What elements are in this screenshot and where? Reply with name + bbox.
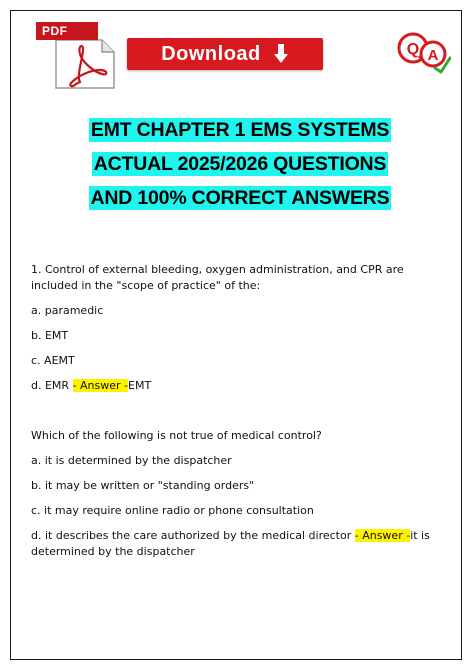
logo-q: Q: [406, 41, 420, 58]
answer-text: EMT: [128, 379, 152, 392]
question-text: [31, 262, 441, 294]
title-line-3: AND 100% CORRECT ANSWERS: [90, 187, 390, 209]
pdf-document-icon: [50, 36, 120, 90]
download-arrow-icon: [273, 43, 289, 65]
answer-continuation: determined by the dispatcher: [31, 545, 195, 558]
answer-option: c. AEMT: [31, 354, 75, 367]
title-line-1: EMT CHAPTER 1 EMS SYSTEMS: [90, 119, 390, 141]
option-prefix: d. it describes the care authorized by the medical director: [31, 529, 355, 542]
pdf-badge[interactable]: [36, 22, 122, 72]
answer-option: c. it may require online radio or phone consultation: [31, 504, 314, 517]
answer-option: b. it may be written or "standing orders": [31, 479, 255, 492]
question-line: 1. Control of external bleeding, oxygen administration, and CPR are: [31, 263, 404, 276]
question-text: Which of the following is not true of medical control?: [31, 429, 322, 442]
qa-logo-icon: [395, 28, 451, 74]
answer-marker: - Answer -: [354, 529, 411, 542]
download-button[interactable]: [127, 38, 323, 70]
option-prefix: d. EMR: [31, 379, 73, 392]
question-block-1: [31, 262, 441, 394]
answer-option-last: [31, 528, 441, 560]
document-title: [60, 118, 420, 220]
logo-a: A: [427, 47, 439, 64]
question-line: included in the "scope of practice" of the:: [31, 279, 261, 292]
download-label: Download: [161, 42, 261, 65]
question-block-2: [31, 428, 441, 560]
answer-option: b. EMT: [31, 329, 69, 342]
answer-marker: - Answer -: [72, 379, 129, 392]
title-line-2: ACTUAL 2025/2026 QUESTIONS: [93, 153, 387, 175]
pdf-label: PDF: [36, 22, 98, 40]
answer-option: a. paramedic: [31, 304, 104, 317]
answer-option: a. it is determined by the dispatcher: [31, 454, 232, 467]
answer-option-last: [31, 378, 441, 394]
answer-text: it is: [410, 529, 430, 542]
question-content: [31, 262, 441, 569]
